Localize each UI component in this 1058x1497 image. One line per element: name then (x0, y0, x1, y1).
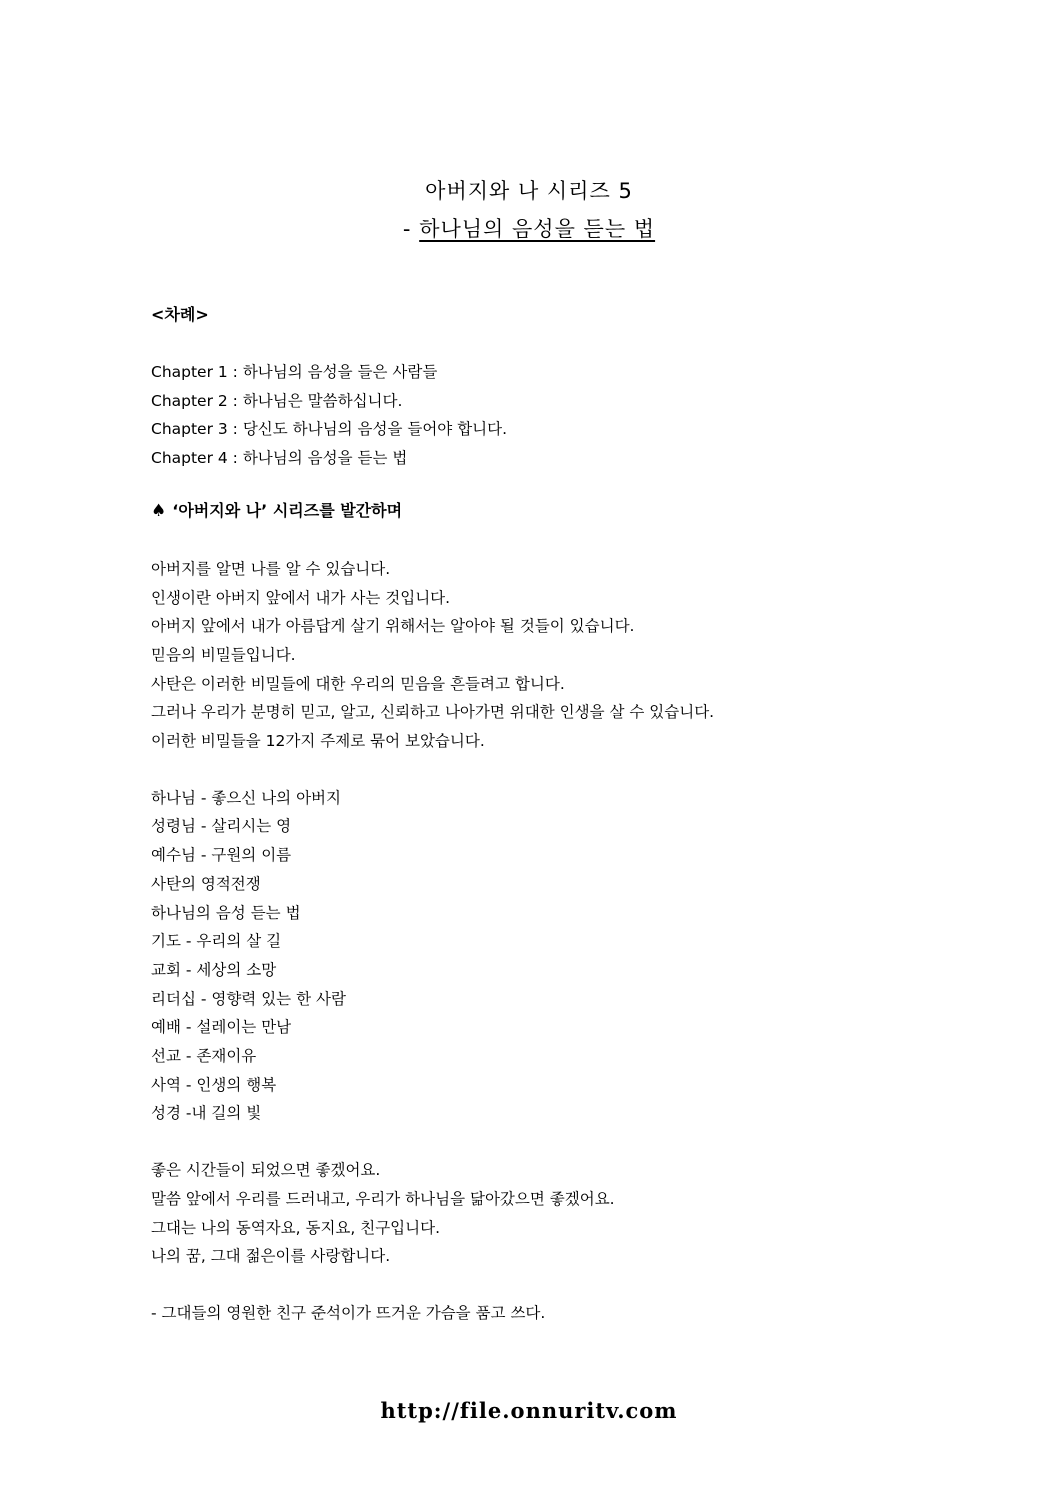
paragraph-line: 이러한 비밀들을 12가지 주제로 묶어 보았습니다. (151, 732, 485, 751)
signature-line: - 그대들의 영원한 친구 준석이가 뜨거운 가슴을 품고 쓰다. (151, 1303, 546, 1322)
paragraph-line: 나의 꿈, 그대 젊은이를 사랑합니다. (151, 1247, 391, 1266)
topic-item: 예수님 - 구원의 이름 (151, 846, 292, 865)
topic-list (151, 784, 1011, 1128)
series-title: 아버지와 나 시리즈 5 (425, 179, 633, 203)
topic-item: 성경 -내 길의 빛 (151, 1104, 262, 1123)
spacer (151, 1128, 1011, 1156)
paragraph-line: 아버지 앞에서 내가 아름답게 살기 위해서는 알아야 될 것들이 있습니다. (151, 617, 635, 636)
subtitle-text: 하나님의 음성을 듣는 법 (419, 217, 656, 241)
toc-heading: <차례> (151, 305, 209, 324)
document-title (0, 172, 1058, 248)
table-of-contents (151, 358, 1011, 473)
section-heading-text: ‘아버지와 나’ 시리즈를 발간하며 (172, 500, 403, 520)
topic-item: 리더십 - 영향력 있는 한 사람 (151, 989, 346, 1008)
spacer (151, 1271, 1011, 1299)
topic-item: 하나님 - 좋으신 나의 아버지 (151, 788, 342, 807)
footer-url: http://file.onnuritv.com (380, 1398, 678, 1423)
topic-item: 사탄의 영적전쟁 (151, 874, 261, 893)
paragraph-line: 그대는 나의 동역자요, 동지요, 친구입니다. (151, 1218, 441, 1237)
topic-item: 하나님의 음성 듣는 법 (151, 903, 301, 922)
toc-item: Chapter 4 : 하나님의 음성을 듣는 법 (151, 449, 408, 468)
topic-item: 사역 - 인생의 행복 (151, 1075, 277, 1094)
closing-paragraph (151, 1156, 1011, 1271)
section-heading (151, 497, 1011, 525)
paragraph-line: 아버지를 알면 나를 알 수 있습니다. (151, 559, 391, 578)
topic-item: 교회 - 세상의 소망 (151, 960, 277, 979)
document-body (151, 301, 1011, 1328)
toc-item: Chapter 3 : 당신도 하나님의 음성을 들어야 합니다. (151, 420, 508, 439)
toc-item: Chapter 2 : 하나님은 말씀하십니다. (151, 391, 403, 410)
spacer (151, 756, 1011, 784)
paragraph-line: 말씀 앞에서 우리를 드러내고, 우리가 하나님을 닮아갔으면 좋겠어요. (151, 1189, 615, 1208)
spade-icon: ♠ (151, 500, 167, 521)
document-subtitle (0, 210, 1058, 248)
paragraph-line: 사탄은 이러한 비밀들에 대한 우리의 믿음을 흔들려고 합니다. (151, 674, 565, 693)
paragraph-line: 믿음의 비밀들입니다. (151, 645, 296, 664)
paragraph-line: 좋은 시간들이 되었으면 좋겠어요. (151, 1161, 381, 1180)
toc-item: Chapter 1 : 하나님의 음성을 들은 사람들 (151, 363, 438, 381)
paragraph-line: 그러나 우리가 분명히 믿고, 알고, 신뢰하고 나아가면 위대한 인생을 살 수 있습니다. (151, 703, 715, 722)
paragraph-line: 인생이란 아버지 앞에서 내가 사는 것입니다. (151, 588, 451, 607)
topic-item: 예배 - 설레이는 만남 (151, 1018, 292, 1037)
intro-paragraph (151, 555, 1011, 756)
subtitle-dash: - (402, 217, 420, 241)
topic-item: 성령님 - 살리시는 영 (151, 817, 292, 836)
topic-item: 기도 - 우리의 살 길 (151, 932, 282, 951)
topic-item: 선교 - 존재이유 (151, 1047, 257, 1066)
